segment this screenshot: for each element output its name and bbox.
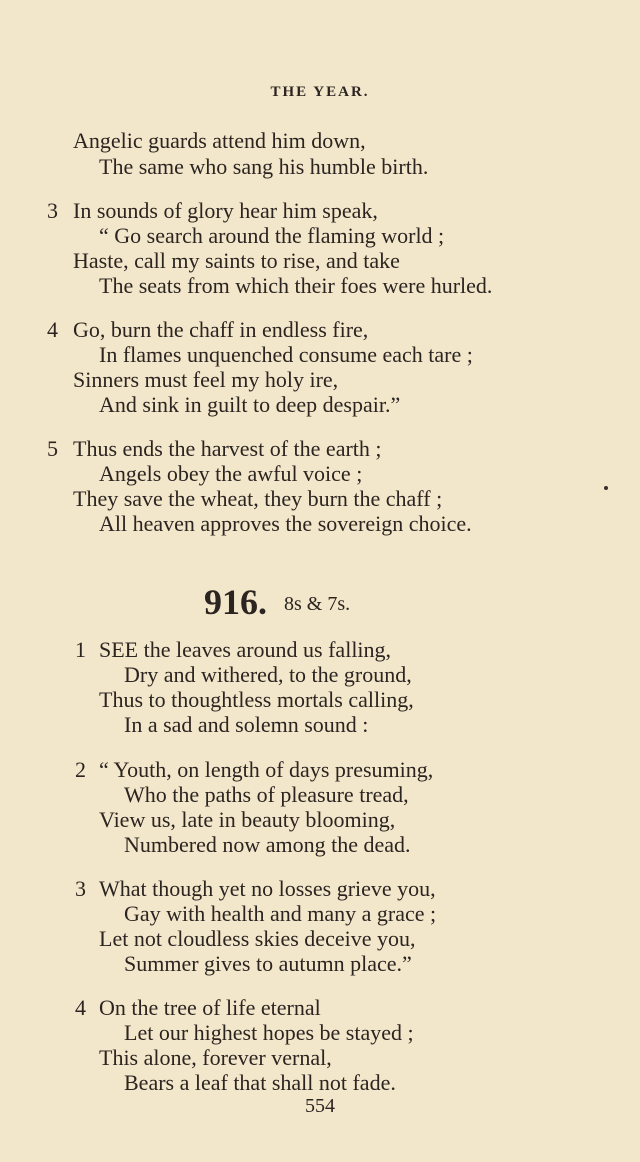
verse-line: Haste, call my saints to rise, and take — [73, 248, 400, 273]
verse-line: Angels obey the awful voice ; — [99, 461, 363, 486]
print-speck — [604, 486, 608, 490]
verse-line: Angelic guards attend him down, — [73, 128, 366, 153]
verse-line: The seats from which their foes were hurled. — [99, 273, 493, 298]
running-head: THE YEAR. — [270, 84, 370, 100]
verse-line: Bears a leaf that shall not fade. — [124, 1070, 396, 1095]
verse-line: Go, burn the chaff in endless fire, — [73, 317, 369, 342]
verse-line: SEE the leaves around us falling, — [99, 637, 392, 662]
hymn-number: 916. — [204, 582, 267, 622]
verse-line: Let our highest hopes be stayed ; — [124, 1020, 414, 1045]
verse-line: Who the paths of pleasure tread, — [124, 782, 409, 807]
stanza-number: 4 — [47, 317, 58, 342]
page-number: 554 — [305, 1095, 335, 1117]
verse-line: And sink in guilt to deep despair.” — [99, 392, 401, 417]
verse-line: All heaven approves the sovereign choice. — [99, 511, 472, 536]
stanza-number: 2 — [75, 757, 86, 782]
verse-line: Thus ends the harvest of the earth ; — [73, 436, 382, 461]
stanza-number: 3 — [75, 876, 86, 901]
stanza-number: 1 — [75, 637, 86, 662]
verse-line: This alone, forever vernal, — [99, 1045, 332, 1070]
verse-line: In a sad and solemn sound : — [124, 712, 369, 737]
verse-line: What though yet no losses grieve you, — [99, 876, 436, 901]
hymn-meter: 8s & 7s. — [284, 593, 351, 615]
verse-line: In sounds of glory hear him speak, — [73, 198, 378, 223]
verse-line: “ Youth, on length of days presuming, — [99, 757, 434, 782]
stanza-number: 4 — [75, 995, 86, 1020]
verse-line: The same who sang his humble birth. — [99, 154, 429, 179]
verse-line: Let not cloudless skies deceive you, — [99, 926, 416, 951]
verse-line: They save the wheat, they burn the chaff ; — [73, 486, 443, 511]
verse-line: Sinners must feel my holy ire, — [73, 367, 339, 392]
verse-line: Summer gives to autumn place.” — [124, 951, 412, 976]
stanza-number: 5 — [47, 436, 58, 461]
verse-line: Numbered now among the dead. — [124, 832, 411, 857]
stanza-number: 3 — [47, 198, 58, 223]
verse-line: On the tree of life eternal — [99, 995, 321, 1020]
verse-line: Gay with health and many a grace ; — [124, 901, 437, 926]
verse-line: In flames unquenched consume each tare ; — [99, 342, 473, 367]
verse-line: Thus to thoughtless mortals calling, — [99, 687, 414, 712]
verse-line: View us, late in beauty blooming, — [99, 807, 396, 832]
verse-line: “ Go search around the flaming world ; — [99, 223, 445, 248]
verse-line: Dry and withered, to the ground, — [124, 662, 412, 687]
